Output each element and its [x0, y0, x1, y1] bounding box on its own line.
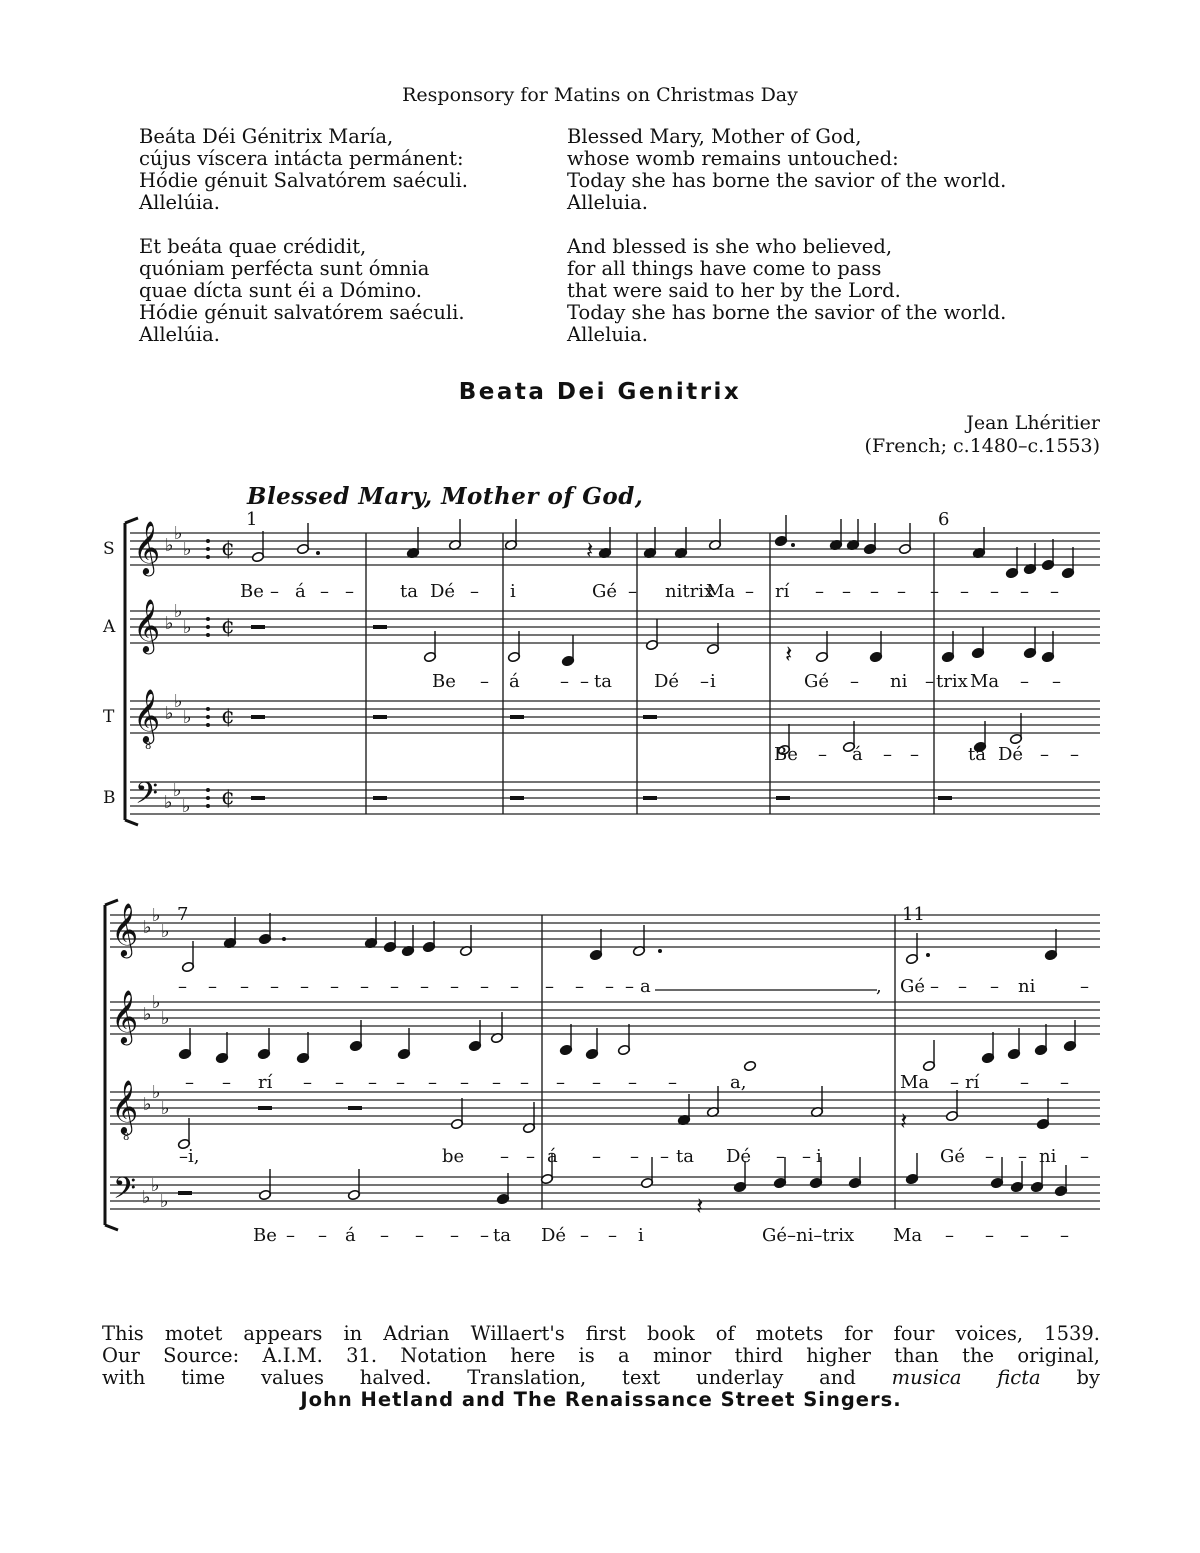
flat-sign-icon: ♭: [142, 1187, 151, 1208]
lyric-tenor2: ni: [1039, 1146, 1057, 1167]
lyric-bass2: –: [480, 1225, 489, 1246]
dot-mark: [658, 949, 662, 953]
lyric-soprano2: Gé: [900, 976, 926, 997]
lyric-tenor2: –: [592, 1146, 601, 1167]
lyric-bass2: –: [286, 1225, 295, 1246]
lyric-tenor2: –: [1018, 1146, 1027, 1167]
lyric-soprano: –: [320, 581, 329, 602]
rest-mark: [643, 715, 657, 719]
measure-number: 7: [177, 904, 189, 925]
flat-sign-icon: ♭: [151, 1175, 160, 1196]
measure-number: 1: [246, 509, 258, 530]
lyric-alto2: –: [460, 1072, 469, 1093]
flat-sign-icon: ♭: [174, 523, 183, 544]
lyric-soprano2: –: [178, 976, 187, 997]
lyric-bass2: –: [415, 1225, 424, 1246]
lyric-soprano2: –: [240, 976, 249, 997]
lyric-alto: Ma: [970, 671, 1000, 692]
credits-line: John Hetland and The Renaissance Street Singers.: [300, 1388, 902, 1411]
lyric-soprano: –: [1020, 581, 1029, 602]
flat-sign-icon: ♭: [165, 535, 174, 556]
lyric-alto2: –: [185, 1072, 194, 1093]
lyric-soprano: –: [815, 581, 824, 602]
lyric-tenor2: –: [776, 1146, 785, 1167]
lyric-alto: –: [925, 671, 934, 692]
lyric-alto: –: [580, 671, 589, 692]
lyric-alto: –: [700, 671, 709, 692]
rest-mark: [251, 625, 265, 629]
lyric-alto2: –: [492, 1072, 501, 1093]
lyric-alto2: –: [303, 1072, 312, 1093]
lyric-alto2: –: [520, 1072, 529, 1093]
lyric-alto2: –: [368, 1072, 377, 1093]
measure-number: 11: [902, 904, 925, 925]
flat-sign-icon: ♭: [183, 539, 192, 560]
composer-dates: (French; c.1480–c.1553): [864, 435, 1100, 457]
latin-line: cújus víscera intácta permánent:: [139, 147, 464, 170]
rest-mark: [348, 1106, 362, 1110]
lyric-soprano: –: [745, 581, 754, 602]
flat-sign-icon: ♭: [161, 1098, 170, 1119]
lyric-soprano: –: [960, 581, 969, 602]
lyric-soprano: –: [628, 581, 637, 602]
lyric-tenor2: –: [500, 1146, 509, 1167]
flat-sign-icon: ♭: [165, 613, 174, 634]
flat-sign-icon: ♭: [152, 992, 161, 1013]
lyric-tenor: –: [818, 744, 827, 765]
lyric-tenor2: –: [630, 1146, 639, 1167]
lyric-bass2: –: [318, 1225, 327, 1246]
lyric-soprano2: –: [1080, 976, 1089, 997]
lyric-tenor2: –: [802, 1146, 811, 1167]
voice-label-A: A: [103, 617, 116, 637]
dot-mark: [316, 551, 320, 555]
lyric-alto: i: [710, 671, 716, 692]
english-line: Blessed Mary, Mother of God,: [567, 125, 862, 148]
dot-mark: [282, 937, 286, 941]
latin-line: Hódie génuit salvatórem saéculi.: [139, 301, 465, 324]
dot-mark: [206, 723, 210, 727]
bass-clef-icon: 𝄢: [135, 777, 159, 818]
voice-label-B: B: [103, 788, 116, 808]
lyric-soprano: i: [510, 581, 516, 602]
lyric-bass2: Gé–ni–trix: [762, 1225, 855, 1246]
lyric-soprano: Dé: [430, 581, 456, 602]
lyric-tenor: –: [910, 744, 919, 765]
rest-mark: [373, 796, 387, 800]
lyric-alto2: –: [428, 1072, 437, 1093]
voice-label-S: S: [103, 539, 115, 559]
lyric-alto: á: [509, 671, 520, 692]
lyric-alto2: –: [556, 1072, 565, 1093]
english-line: that were said to her by the Lord.: [567, 279, 901, 302]
dot-mark: [206, 539, 210, 543]
lyric-soprano2: a: [640, 976, 651, 997]
lyric-tenor: –: [883, 744, 892, 765]
lyric-alto2: –: [396, 1072, 405, 1093]
lyric-alto: Dé: [654, 671, 680, 692]
lyric-tenor2: –: [660, 1146, 669, 1167]
lyric-soprano2: –: [270, 976, 279, 997]
flat-sign-icon: ♭: [183, 617, 192, 638]
lyric-soprano: –: [1050, 581, 1059, 602]
lyric-soprano: –: [470, 581, 479, 602]
dot-mark: [206, 804, 210, 808]
flat-sign-icon: ♭: [174, 601, 183, 622]
lyric-alto2: –: [335, 1072, 344, 1093]
lyric-alto2: –: [592, 1072, 601, 1093]
lyric-bass2: i: [638, 1225, 644, 1246]
lyric-soprano: –: [897, 581, 906, 602]
lyric-alto: trix: [936, 671, 968, 692]
latin-line: Beáta Déi Génitrix María,: [139, 125, 394, 148]
quarter-rest-icon: 𝄽: [785, 640, 793, 668]
lyric-bass2: –: [1060, 1225, 1069, 1246]
note-line-3: [102, 1367, 1100, 1389]
rest-mark: [510, 796, 524, 800]
lyric-bass2: Be: [253, 1225, 277, 1246]
latin-line: Hódie génuit Salvatórem saéculi.: [139, 169, 468, 192]
treble-clef-icon: 𝄞: [133, 520, 161, 574]
octave-mark: 8: [145, 741, 152, 752]
rest-mark: [510, 715, 524, 719]
edition-notes: [102, 1323, 1100, 1411]
lyric-tenor2: á: [547, 1146, 558, 1167]
lyric-soprano2: –: [545, 976, 554, 997]
incipit-translation: Blessed Mary, Mother of God,: [247, 483, 644, 510]
measure-number: 6: [938, 509, 950, 530]
flat-sign-icon: ♭: [152, 1082, 161, 1103]
note-head: [743, 1060, 756, 1071]
flat-sign-icon: ♭: [152, 905, 161, 926]
english-line: Alleluia.: [567, 191, 648, 214]
lyric-alto2: Ma: [900, 1072, 930, 1093]
flat-sign-icon: ♭: [160, 1191, 169, 1212]
note-line-2: Our Source: A.I.M. 31. Notation here is a minor third higher than the original,: [102, 1344, 1100, 1367]
latin-line: Allelúia.: [139, 191, 220, 214]
lyric-tenor2: i: [816, 1146, 822, 1167]
dot-mark: [206, 633, 210, 637]
note-line-3b: by: [1076, 1366, 1100, 1389]
lyric-bass2: –: [380, 1225, 389, 1246]
lyric-tenor: ta: [968, 744, 986, 765]
lyric-soprano: Gé: [592, 581, 618, 602]
lyric-bass2: –: [1020, 1225, 1029, 1246]
flat-sign-icon: ♭: [161, 1008, 170, 1029]
lyric-alto2: a,: [730, 1072, 747, 1093]
english-line: Today she has borne the savior of the world.: [567, 169, 1007, 192]
lyric-bass2: –: [450, 1225, 459, 1246]
treble-clef-icon: 𝄞: [133, 598, 161, 652]
lyric-soprano: Ma: [706, 581, 736, 602]
lyric-soprano2: –: [510, 976, 519, 997]
dot-mark: [206, 625, 210, 629]
flat-sign-icon: ♭: [164, 792, 173, 813]
treble-clef-icon: 𝄞: [111, 989, 139, 1043]
dot-mark: [926, 953, 930, 957]
lyric-alto2: –: [668, 1072, 677, 1093]
lyric-alto2: rí: [965, 1072, 980, 1093]
lyric-alto: Gé: [804, 671, 830, 692]
english-line: And blessed is she who believed,: [567, 235, 893, 258]
lyric-soprano: ta: [400, 581, 418, 602]
voice-label-T: T: [103, 707, 115, 727]
lyric-bass2: á: [345, 1225, 356, 1246]
lyric-soprano2: ,: [876, 976, 882, 997]
rest-mark: [251, 715, 265, 719]
lyric-tenor2: be: [442, 1146, 465, 1167]
flat-sign-icon: ♭: [173, 780, 182, 801]
lyric-soprano2: –: [390, 976, 399, 997]
lyric-bass2: ta: [493, 1225, 511, 1246]
dot-mark: [206, 707, 210, 711]
lyric-bass2: –: [985, 1225, 994, 1246]
lyric-tenor2: –: [985, 1146, 994, 1167]
piece-title: Beata Dei Genitrix: [458, 379, 742, 405]
composer-name: Jean Lhéritier: [966, 412, 1100, 434]
quarter-rest-icon: 𝄽: [900, 1107, 908, 1135]
treble-clef-icon: 𝄞: [111, 1079, 139, 1133]
treble-clef-icon: 𝄞: [133, 688, 161, 742]
lyric-soprano: –: [990, 581, 999, 602]
dot-mark: [791, 543, 795, 547]
lyric-tenor: á: [852, 744, 863, 765]
dot-mark: [206, 788, 210, 792]
lyric-alto2: –: [950, 1072, 959, 1093]
lyric-soprano2: –: [208, 976, 217, 997]
note-line-3a: with time values halved. Translation, text underlay and: [102, 1366, 856, 1389]
lyric-bass2: –: [945, 1225, 954, 1246]
lyric-tenor: Dé: [998, 744, 1024, 765]
lyric-bass2: Dé: [541, 1225, 567, 1246]
lyric-alto: –: [1052, 671, 1061, 692]
note-line-1: This motet appears in Adrian Willaert's first book of motets for four voices, 1539.: [102, 1322, 1100, 1345]
flat-sign-icon: ♭: [174, 691, 183, 712]
rest-mark: [178, 1191, 192, 1195]
lyric-alto: Be: [432, 671, 456, 692]
lyric-tenor2: ta: [676, 1146, 694, 1167]
flat-sign-icon: ♭: [182, 796, 191, 817]
flat-sign-icon: ♭: [165, 703, 174, 724]
lyric-tenor: –: [1070, 744, 1079, 765]
lyric-soprano2: –: [330, 976, 339, 997]
lyric-soprano: –: [842, 581, 851, 602]
quarter-rest-icon: 𝄽: [696, 1192, 704, 1220]
lyric-bass2: –: [580, 1225, 589, 1246]
lyric-alto: –: [480, 671, 489, 692]
lyric-soprano2: –: [930, 976, 939, 997]
octave-mark: 8: [123, 1132, 130, 1143]
dot-mark: [206, 617, 210, 621]
dot-mark: [206, 796, 210, 800]
rest-mark: [251, 796, 265, 800]
lyric-tenor2: Gé: [940, 1146, 966, 1167]
lyric-alto2: –: [628, 1072, 637, 1093]
english-line: for all things have come to pass: [567, 257, 882, 280]
lyric-alto: –: [560, 671, 569, 692]
lyric-soprano: á: [295, 581, 306, 602]
rest-mark: [643, 796, 657, 800]
lyric-soprano2: –: [625, 976, 634, 997]
dot-mark: [206, 547, 210, 551]
english-line: Today she has borne the savior of the world.: [567, 301, 1007, 324]
lyric-soprano: –: [930, 581, 939, 602]
lyric-alto2: –: [1060, 1072, 1069, 1093]
cut-time-icon: ¢: [221, 614, 235, 639]
lyric-tenor2: –: [1080, 1146, 1089, 1167]
flat-sign-icon: ♭: [183, 707, 192, 728]
flat-sign-icon: ♭: [143, 1004, 152, 1025]
lyric-soprano: Be: [240, 581, 264, 602]
latin-line: quae dícta sunt éi a Dómino.: [139, 279, 422, 302]
english-line: whose womb remains untouched:: [567, 147, 899, 170]
lyric-tenor2: –: [526, 1146, 535, 1167]
lyric-soprano: –: [270, 581, 279, 602]
lyric-soprano: nitrix: [665, 581, 715, 602]
lyric-soprano: –: [345, 581, 354, 602]
lyric-soprano2: –: [575, 976, 584, 997]
lyric-tenor2: –i,: [179, 1146, 200, 1167]
lyric-alto: –: [850, 671, 859, 692]
lyric-soprano: –: [870, 581, 879, 602]
lyric-soprano2: ni: [1018, 976, 1036, 997]
treble-clef-icon: 𝄞: [111, 902, 139, 956]
lyric-soprano: rí: [775, 581, 790, 602]
flat-sign-icon: ♭: [143, 917, 152, 938]
rest-mark: [776, 796, 790, 800]
lyric-tenor: Be: [774, 744, 798, 765]
rest-mark: [373, 625, 387, 629]
latin-line: Et beáta quae crédidit,: [139, 235, 367, 258]
flat-sign-icon: ♭: [161, 921, 170, 942]
lyric-bass2: Ma: [893, 1225, 923, 1246]
rest-mark: [373, 715, 387, 719]
lyric-tenor2: Dé: [726, 1146, 752, 1167]
latin-line: quóniam perfécta sunt ómnia: [139, 257, 430, 280]
cut-time-icon: ¢: [221, 704, 235, 729]
dot-mark: [206, 555, 210, 559]
cut-time-icon: ¢: [221, 785, 235, 810]
bass-clef-icon: 𝄢: [113, 1172, 137, 1213]
english-line: Alleluia.: [567, 323, 648, 346]
rest-mark: [938, 796, 952, 800]
lyric-alto: –: [1020, 671, 1029, 692]
lyric-soprano2: –: [420, 976, 429, 997]
lyric-bass2: –: [608, 1225, 617, 1246]
lyric-soprano2: –: [360, 976, 369, 997]
latin-line: Allelúia.: [139, 323, 220, 346]
lyric-alto: ta: [594, 671, 612, 692]
lyric-soprano2: –: [605, 976, 614, 997]
quarter-rest-icon: 𝄽: [586, 536, 594, 564]
flat-sign-icon: ♭: [143, 1094, 152, 1115]
lyric-soprano2: –: [958, 976, 967, 997]
musica-ficta-term: musica ficta: [891, 1366, 1041, 1389]
dot-mark: [206, 715, 210, 719]
lyric-soprano2: –: [990, 976, 999, 997]
lyric-alto2: rí: [258, 1072, 273, 1093]
lyric-alto2: –: [222, 1072, 231, 1093]
lyric-alto2: –: [1020, 1072, 1029, 1093]
lyric-tenor: –: [1040, 744, 1049, 765]
lyric-soprano2: –: [450, 976, 459, 997]
lyric-alto: ni: [890, 671, 908, 692]
lyric-soprano2: –: [300, 976, 309, 997]
page-header: Responsory for Matins on Christmas Day: [402, 84, 798, 106]
rest-mark: [258, 1106, 272, 1110]
cut-time-icon: ¢: [221, 536, 235, 561]
lyric-soprano2: –: [480, 976, 489, 997]
